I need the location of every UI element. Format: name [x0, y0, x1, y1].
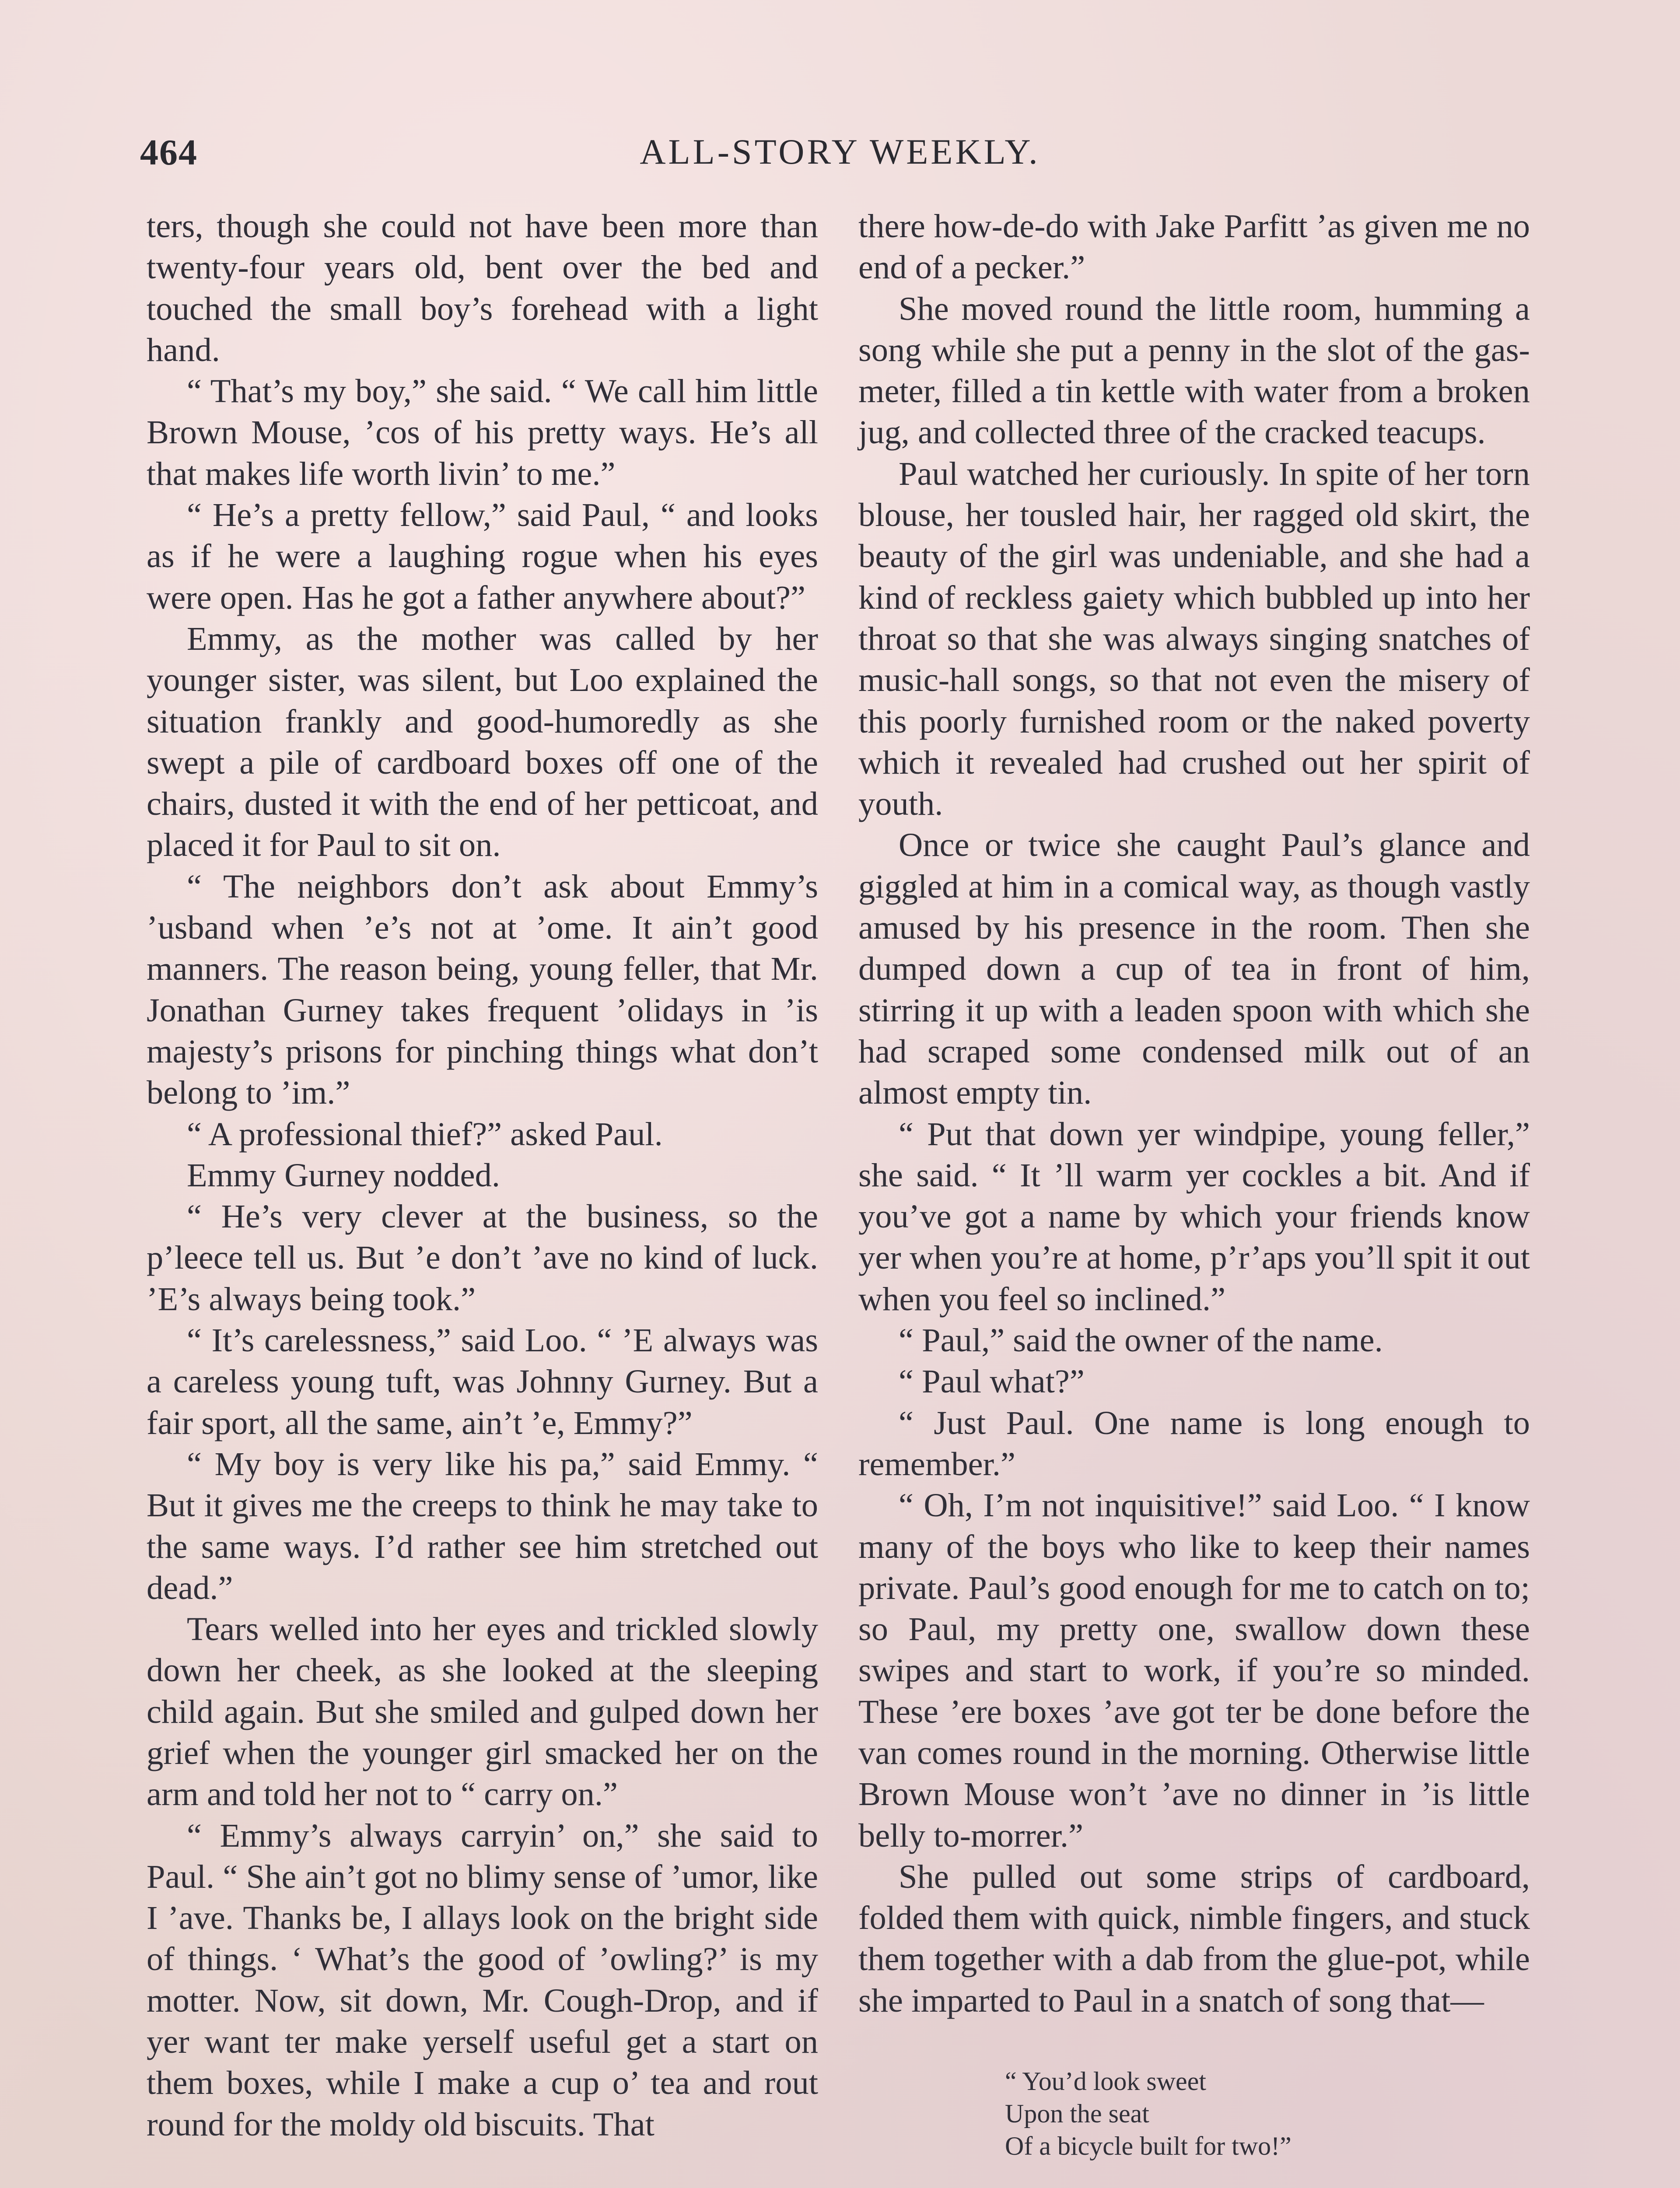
paragraph: “ It’s carelessness,” said Loo. “ ’E always was a careless young tuft, was Johnny Gurney. But a fair sport, all the same, ain’t ’e, Emmy?” [147, 1322, 818, 1441]
running-title: ALL-STORY WEEKLY. [640, 132, 1040, 172]
paragraph: “ He’s a pretty fellow,” said Paul, “ and looks as if he were a laughing rogue when his eyes were open. Has he got a father anywhere about?” [147, 496, 818, 616]
paragraph: “ A professional thief?” asked Paul. [187, 1115, 663, 1153]
paragraph: She pulled out some strips of cardboard, folded them with quick, nimble fingers, and stuck them together with a dab from the glue-pot, while she imparted to Paul in a snatch of song that— [858, 1858, 1530, 2019]
right-column [858, 206, 1530, 2162]
paragraph: She moved round the little room, humming a song while she put a penny in the slot of the gas-meter, filled a tin kettle with water from a broken jug, and collected three of the cracked teacups. [858, 290, 1530, 451]
paragraph: “ Emmy’s always carryin’ on,” she said to Paul. “ She ain’t got no blimy sense of ’umor, like I ’ave. Thanks be, I allays look on the bright side of things. ‘ What’s the good of ’owling?’ is my motter. Now, sit down, Mr. Cough-Drop, and if yer want ter make yerself useful get a start on them boxes, while I make a cup o’ tea and rout round for the moldy old biscuits. That [147, 1816, 818, 2143]
song-verse [1005, 2065, 1530, 2162]
paragraph: Emmy, as the mother was called by her younger sister, was silent, but Loo explained the situation frankly and good-humoredly as she swept a pile of cardboard boxes off one of the chairs, dusted it with the end of her petticoat, and placed it for Paul to sit on. [147, 620, 818, 864]
verse-line: Of a bicycle built for two!” [1005, 2132, 1292, 2161]
paragraph: “ Paul what?” [899, 1363, 1085, 1400]
page-header [140, 131, 1540, 184]
paragraph: Emmy Gurney nodded. [187, 1156, 500, 1194]
paragraph: “ My boy is very like his pa,” said Emmy. “ But it gives me the creeps to think he may take to the same ways. I’d rather see him stretched out dead.” [147, 1445, 818, 1606]
paragraph: “ The neighbors don’t ask about Emmy’s ’usband when ’e’s not at ’ome. It ain’t good manners. The reason being, young feller, that Mr. Jonathan Gurney takes frequent ’olidays in ’is majesty’s prisons for pinching things what don’t belong to ’im.” [147, 867, 818, 1112]
paragraph: Paul watched her curiously. In spite of her torn blouse, her tousled hair, her ragged old skirt, the beauty of the girl was undeniable, and she had a kind of reckless gaiety which bubbled up into her throat so that she was always singing snatches of music-hall songs, so that not even the misery of this poorly furnished room or the naked poverty which it revealed had crushed out her spirit of youth. [858, 455, 1530, 823]
paragraph: “ He’s very clever at the business, so the p’leece tell us. But ’e don’t ’ave no kind of luck. ’E’s always being took.” [147, 1198, 818, 1318]
verse-line: Upon the seat [1005, 2099, 1149, 2128]
paragraph: Once or twice she caught Paul’s glance and giggled at him in a comical way, as though vastly amused by his presence in the room. Then she dumped down a cup of tea in front of him, stirring it up with a leaden spoon with which she had scraped some condensed milk out of an almost empty tin. [858, 826, 1530, 1112]
left-column [147, 206, 818, 2145]
paragraph: ters, though she could not have been more than twenty-four years old, bent over the bed and touched the small boy’s forehead with a light hand. [147, 207, 818, 368]
paragraph: “ Paul,” said the owner of the name. [899, 1322, 1383, 1359]
page-number: 464 [140, 132, 198, 173]
verse-line: “ You’d look sweet [1005, 2067, 1206, 2096]
paragraph: “ Oh, I’m not inquisitive!” said Loo. “ I know many of the boys who like to keep their names private. Paul’s good enough for me to catch on to; so Paul, my pretty one, swallow down these swipes and start to work, if you’re so minded. These ’ere boxes ’ave got ter be done before the van comes round in the morning. Otherwise little Brown Mouse won’t ’ave no dinner in ’is little belly to-morrer.” [858, 1487, 1530, 1854]
paragraph: there how-de-do with Jake Parfitt ’as given me no end of a pecker.” [858, 207, 1530, 286]
paragraph: “ Just Paul. One name is long enough to remember.” [858, 1404, 1530, 1483]
paragraph: “ Put that down yer windpipe, young feller,” she said. “ It ’ll warm yer cockles a bit. And if you’ve got a name by which your friends know yer when you’re at home, p’r’aps you’ll spit it out when you feel so inclined.” [858, 1115, 1530, 1318]
paragraph: Tears welled into her eyes and trickled slowly down her cheek, as she looked at the sleeping child again. But she smiled and gulped down her grief when the younger girl smacked her on the arm and told her not to “ carry on.” [147, 1610, 818, 1813]
paragraph: “ That’s my boy,” she said. “ We call him little Brown Mouse, ’cos of his pretty ways. He’s all that makes life worth livin’ to me.” [147, 372, 818, 492]
